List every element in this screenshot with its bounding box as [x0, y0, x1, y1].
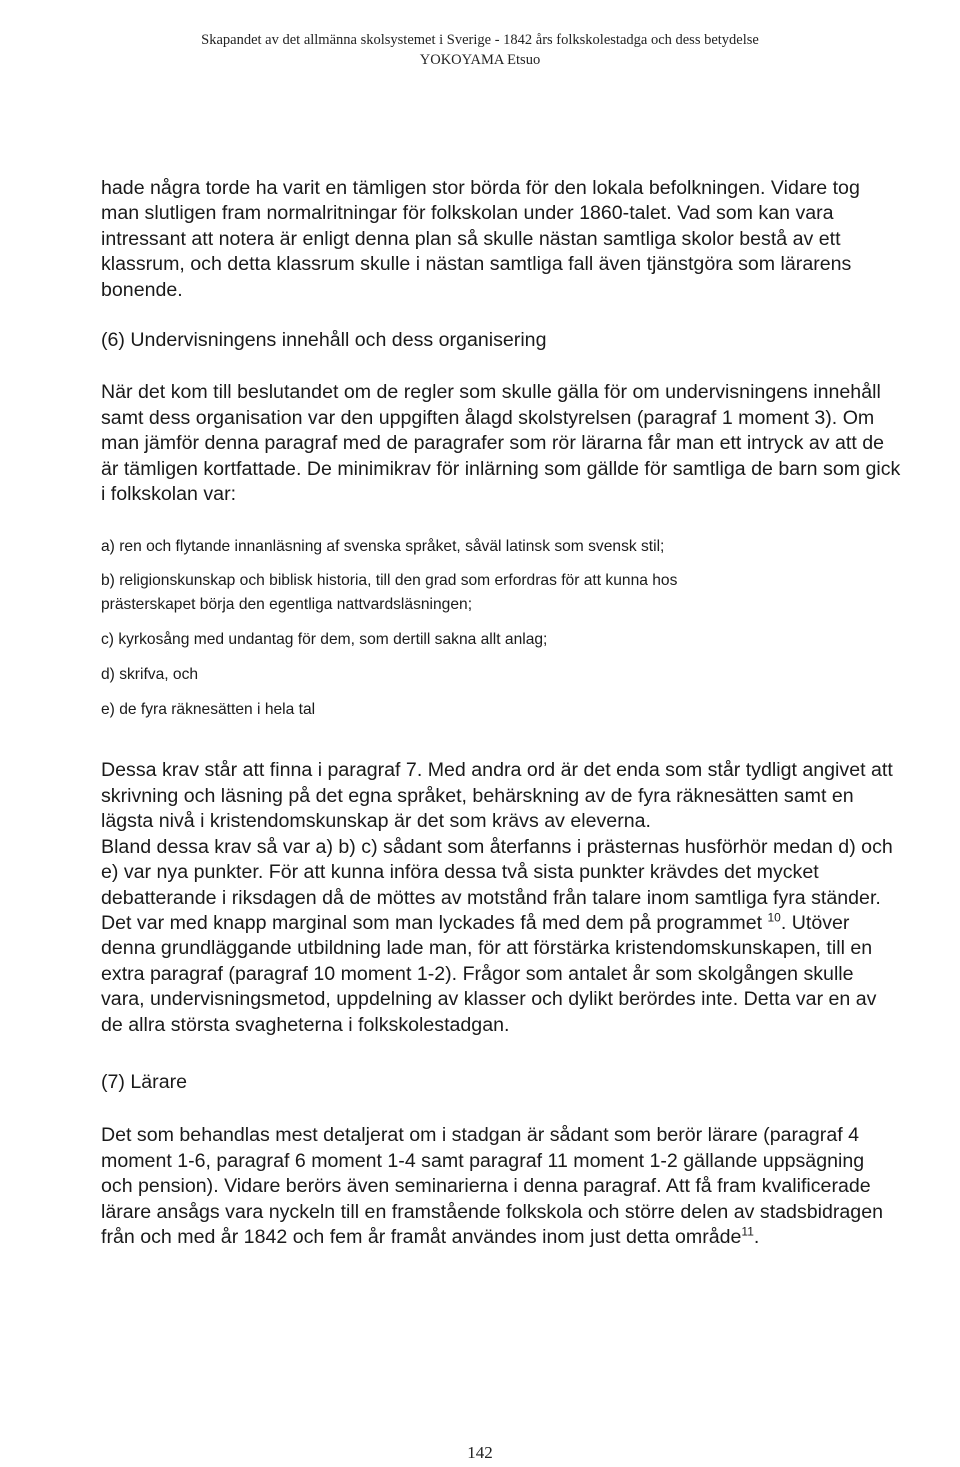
running-header — [0, 30, 960, 70]
main-text — [101, 176, 901, 1250]
footnote-ref-10: 10 — [767, 910, 781, 925]
paragraph-1: hade några torde ha varit en tämligen stor börda för den lokala befolkningen. Vidare tog man slutligen fram normalritningar för folkskolan under 1860-talet. Vad som kan vara intressant att notera är enligt denna plan så skulle nästan samtliga skolor bestå av ett klassrum, och detta klassrum skulle i nästan samtliga fall även tjänstgöra som lärarens bonende. — [101, 177, 860, 301]
list-item-d: d) skrifva, och — [101, 666, 199, 684]
list-item-b-line2: prästerskapet börja den egentliga nattvardsläsningen; — [101, 596, 473, 614]
paragraph-4 — [101, 835, 901, 1038]
list-item-c: c) kyrkosång med undantag för dem, som dertill sakna allt anlag; — [101, 631, 548, 649]
header-author: YOKOYAMA Etsuo — [419, 52, 541, 68]
paragraph-5 — [101, 1123, 901, 1250]
paragraph-2: När det kom till beslutandet om de regler som skulle gälla för om undervisningens innehåll samt dess organisation var den uppgiften ålagd skolstyrelsen (paragraf 1 moment 3). Om man jämför denna paragraf med de paragrafer som rör lärarna får man ett intryck av att de är tämligen kortfattade. De minimikrav för inlärning som gällde för samtliga de barn som gick i folkskolan var: — [101, 381, 901, 506]
paragraph-4-part1: Bland dessa krav så var a) b) c) sådant som återfanns i prästernas husförhör medan d) och e) var nya punkter. För att kunna införa dessa två sista punkter krävdes det mycket debatterande i riksdagen då de möttes av motstånd från talare inom samtliga fyra ständer. Det var med knapp marginal som man lyckades få med dem på programmet — [101, 835, 893, 934]
list-item-e: e) de fyra räknesätten i hela tal — [101, 701, 316, 719]
list-item-b-line1: b) religionskunskap och biblisk historia, till den grad som erfordras för att kunna hos — [101, 572, 678, 590]
paragraph-5-part2: . — [753, 1225, 760, 1248]
section-heading-7: (7) Lärare — [101, 1070, 188, 1093]
page-number: 142 — [467, 1443, 493, 1462]
requirements-list — [101, 535, 901, 722]
header-title: Skapandet av det allmänna skolsystemet i Sverige - 1842 års folkskolestadga och dess betydelse — [201, 32, 759, 48]
paragraph-3: Dessa krav står att finna i paragraf 7. Med andra ord är det enda som står tydligt angivet att skrivning och läsning på det egna språket, behärskning av de fyra räknesätten samt en lägsta nivå i kristendomskunskap är det som krävs av eleverna. — [101, 759, 893, 833]
section-heading-6: (6) Undervisningens innehåll och dess organisering — [101, 329, 547, 352]
footnote-ref-11: 11 — [741, 1224, 754, 1239]
list-item-a: a) ren och flytande innanläsning af svenska språket, såväl latinsk som svensk stil; — [101, 538, 665, 556]
paragraph-5-part1: Det som behandlas mest detaljerat om i stadgan är sådant som berör lärare (paragraf 4 moment 1-6, paragraf 6 moment 1-4 samt paragraf 11 moment 1-2 gällande uppsägning och pension). Vidare berörs även seminarierna i denna paragraf. Att få fram kvalificerade lärare ansågs vara nyckeln till en framstående folkskola och större delen av stadsbidragen från och med år 1842 och fem år framåt användes inom just detta område — [101, 1124, 883, 1248]
paragraph-4-part2: . Utöver denna grundläggande utbildning lade man, för att förstärka kristendomskunskapen, till en extra paragraf (paragraf 10 moment 1-2). Frågor som antalet år som skolgången skulle vara, undervisningsmetod, uppdelning av klasser och dylikt berördes inte. Detta var en av de allra största svagheterna i folkskolestadgan. — [101, 911, 877, 1036]
